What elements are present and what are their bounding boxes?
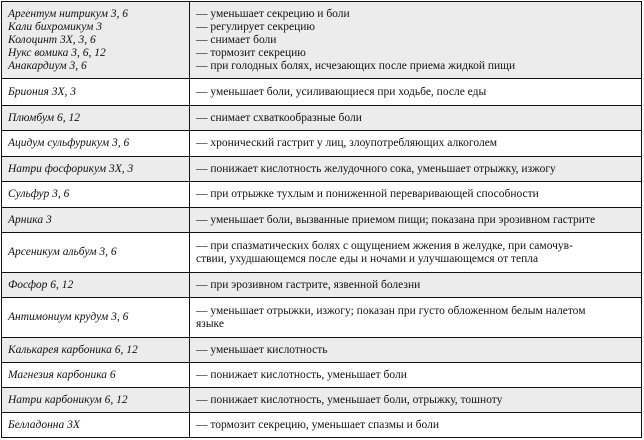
table-row xyxy=(2,157,642,182)
remedy-name: Арника 3 xyxy=(8,213,52,226)
remedy-name: Натри карбоникум 6, 12 xyxy=(8,393,128,406)
remedy-name: Анакардиум 3, 6 xyxy=(8,59,87,72)
table-row xyxy=(2,79,642,106)
remedy-name: Сульфур 3, 6 xyxy=(8,188,70,200)
table-row xyxy=(2,273,642,298)
remedy-indication: — при голодных болях, исчезающих после приема жидкой пищи xyxy=(196,59,516,72)
remedy-name-cell xyxy=(2,182,190,208)
remedy-name: Фосфор 6, 12 xyxy=(8,278,74,291)
remedy-indication: — уменьшает кислотность xyxy=(196,343,328,356)
remedy-indication-cell xyxy=(190,298,642,338)
table-row xyxy=(2,106,642,131)
table-row xyxy=(2,208,642,233)
remedy-indication: ствии, ухудшающемся после еды и ночами и улучшающемся от тепла xyxy=(196,252,539,265)
remedy-indication: — регулирует секрецию xyxy=(196,20,315,33)
remedy-indication-cell xyxy=(190,131,642,157)
remedy-name-cell xyxy=(2,233,190,273)
table-row xyxy=(2,298,642,338)
remedy-name: Плюмбум 6, 12 xyxy=(8,111,80,124)
remedy-name: Натри фосфорикум 3Х, 3 xyxy=(8,162,134,175)
remedy-name: Антимониум крудум 3, 6 xyxy=(8,311,129,323)
remedy-name: Магнезия карбоника 6 xyxy=(8,368,116,381)
remedy-indication: — снимает схваткообразные боли xyxy=(196,111,362,124)
table-row xyxy=(2,233,642,273)
remedy-indication: — тормозит секрецию xyxy=(196,46,306,59)
remedy-indication-cell xyxy=(190,338,642,363)
remedy-name: Ацидум сульфурикум 3, 6 xyxy=(8,137,130,149)
remedy-indication: — уменьшает отрыжки, изжогу; показан при густо обложенном белым налетом xyxy=(196,304,586,317)
remedy-indication-cell xyxy=(190,157,642,182)
remedy-name: Нукс вомика 3, 6, 12 xyxy=(8,46,106,59)
remedy-indication: — понижает кислотность, уменьшает боли, отрыжку, тошноту xyxy=(196,393,503,406)
remedy-name-cell xyxy=(2,2,190,79)
remedy-indication-cell xyxy=(190,2,642,79)
remedy-indication-cell xyxy=(190,106,642,131)
remedy-indication: — снимает боли xyxy=(196,33,277,46)
remedy-name-cell xyxy=(2,338,190,363)
remedy-name-cell xyxy=(2,388,190,413)
remedies-table-body xyxy=(2,2,642,438)
remedy-name-cell xyxy=(2,413,190,438)
remedy-indication-cell xyxy=(190,388,642,413)
remedies-table xyxy=(1,1,642,438)
remedy-name-cell xyxy=(2,208,190,233)
remedy-indication: — понижает кислотность, уменьшает боли xyxy=(196,368,407,381)
remedy-indication: — при спазматических болях с ощущением жжения в желудке, при самочув- xyxy=(196,239,573,252)
remedy-indication: — уменьшает боли, вызванные приемом пищи; показана при эрозивном гастрите xyxy=(196,213,596,226)
remedy-name-cell xyxy=(2,106,190,131)
remedy-indication: языке xyxy=(196,317,224,330)
table-row xyxy=(2,363,642,388)
remedy-indication-cell xyxy=(190,273,642,298)
remedy-indication: — тормозит секрецию, уменьшает спазмы и боли xyxy=(196,418,439,431)
remedy-name: Аргентум нитрикум 3, 6 xyxy=(8,7,129,20)
remedy-name-cell xyxy=(2,79,190,106)
remedy-name: Бриония 3Х, 3 xyxy=(8,85,76,98)
remedy-name: Белладонна 3Х xyxy=(8,418,80,431)
remedy-name: Арсеникум альбум 3, 6 xyxy=(8,246,117,258)
remedy-indication-cell xyxy=(190,233,642,273)
remedy-name-cell xyxy=(2,273,190,298)
remedy-indication-cell xyxy=(190,363,642,388)
remedy-indication-cell xyxy=(190,208,642,233)
remedy-name: Кали бихромикум 3 xyxy=(8,20,102,33)
remedy-name: Колоцинт 3Х, 3, 6 xyxy=(8,33,96,46)
remedy-indication: — хронический гастрит у лиц, злоупотребляющих алкоголем xyxy=(196,137,498,149)
remedy-name-cell xyxy=(2,363,190,388)
remedy-name-cell xyxy=(2,131,190,157)
remedy-indication-cell xyxy=(190,79,642,106)
table-row xyxy=(2,338,642,363)
table-row xyxy=(2,131,642,157)
remedy-indication-cell xyxy=(190,413,642,438)
remedy-indication: — понижает кислотность желудочного сока, уменьшает отрыжку, изжогу xyxy=(196,162,556,175)
remedy-indication: — при отрыжке тухлым и пониженной переваривающей способности xyxy=(196,188,539,200)
remedy-name-cell xyxy=(2,298,190,338)
table-row xyxy=(2,388,642,413)
table-row xyxy=(2,182,642,208)
table-row xyxy=(2,413,642,438)
remedy-indication-cell xyxy=(190,182,642,208)
remedy-indication: — уменьшает секрецию и боли xyxy=(196,7,350,20)
remedy-name-cell xyxy=(2,157,190,182)
remedy-indication: — при эрозивном гастрите, язвенной болезни xyxy=(196,278,421,291)
table-row xyxy=(2,2,642,79)
remedy-name: Калькарея карбоника 6, 12 xyxy=(8,343,138,356)
remedy-indication: — уменьшает боли, усиливающиеся при ходьбе, после еды xyxy=(196,85,487,98)
